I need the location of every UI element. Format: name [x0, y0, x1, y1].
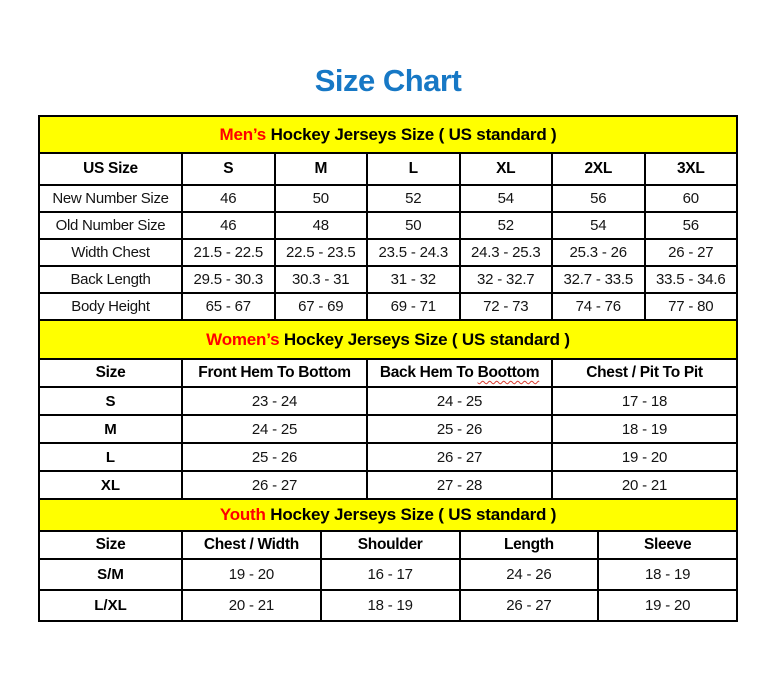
size-value: 21.5 - 22.5 [182, 239, 275, 266]
size-value: 24.3 - 25.3 [460, 239, 553, 266]
size-value: 19 - 20 [552, 443, 737, 471]
size-value: 52 [460, 212, 553, 239]
size-value: 52 [367, 185, 460, 212]
womens-row-l [39, 443, 737, 471]
mens-band-cell [39, 116, 737, 153]
size-value: 31 - 32 [367, 266, 460, 293]
youth-header-row [39, 531, 737, 559]
size-value: 33.5 - 34.6 [645, 266, 738, 293]
size-chart [38, 115, 738, 622]
size-value: 56 [645, 212, 738, 239]
size-value: 16 - 17 [321, 559, 460, 590]
size-value: 72 - 73 [460, 293, 553, 320]
size-value: 29.5 - 30.3 [182, 266, 275, 293]
size-value: 67 - 69 [275, 293, 368, 320]
row-label: Body Height [39, 293, 182, 320]
size-value: 69 - 71 [367, 293, 460, 320]
size-value: 26 - 27 [460, 590, 599, 621]
womens-row-s [39, 387, 737, 415]
mens-header-s: S [182, 153, 275, 185]
womens-header-front-hem: Front Hem To Bottom [182, 359, 367, 387]
size-value: 18 - 19 [552, 415, 737, 443]
row-label: L [39, 443, 182, 471]
row-label: XL [39, 471, 182, 499]
size-value: 17 - 18 [552, 387, 737, 415]
womens-band-cell [39, 320, 737, 359]
youth-header-size: Size [39, 531, 182, 559]
mens-header-xl: XL [460, 153, 553, 185]
mens-band-highlight: Men’s [219, 124, 267, 144]
row-label: S [39, 387, 182, 415]
womens-row-xl [39, 471, 737, 499]
size-value: 32 - 32.7 [460, 266, 553, 293]
womens-band-text: Hockey Jerseys Size ( US standard ) [283, 329, 570, 349]
mens-row-body-height [39, 293, 737, 320]
womens-header-chest: Chest / Pit To Pit [552, 359, 737, 387]
size-value: 19 - 20 [598, 590, 737, 621]
size-value: 60 [645, 185, 738, 212]
size-value: 77 - 80 [645, 293, 738, 320]
row-label: New Number Size [39, 185, 182, 212]
size-value: 23 - 24 [182, 387, 367, 415]
youth-row-sm [39, 559, 737, 590]
womens-size-table [38, 319, 738, 500]
row-label: L/XL [39, 590, 182, 621]
youth-header-sleeve: Sleeve [598, 531, 737, 559]
size-value: 48 [275, 212, 368, 239]
row-label: M [39, 415, 182, 443]
mens-header-l: L [367, 153, 460, 185]
womens-header-back-hem [367, 359, 552, 387]
size-value: 54 [460, 185, 553, 212]
size-value: 54 [552, 212, 645, 239]
womens-section-band [39, 320, 737, 359]
mens-band-text: Hockey Jerseys Size ( US standard ) [270, 124, 557, 144]
size-value: 56 [552, 185, 645, 212]
mens-header-2xl: 2XL [552, 153, 645, 185]
page-title: Size Chart [314, 63, 462, 98]
size-value: 50 [367, 212, 460, 239]
size-value: 24 - 26 [460, 559, 599, 590]
size-value: 50 [275, 185, 368, 212]
size-value: 20 - 21 [182, 590, 321, 621]
size-value: 23.5 - 24.3 [367, 239, 460, 266]
mens-header-us-size: US Size [39, 153, 182, 185]
size-value: 22.5 - 23.5 [275, 239, 368, 266]
misspelled-word: Boottom [477, 364, 540, 381]
size-value: 26 - 27 [182, 471, 367, 499]
size-value: 27 - 28 [367, 471, 552, 499]
size-value: 20 - 21 [552, 471, 737, 499]
row-label: Old Number Size [39, 212, 182, 239]
size-value: 46 [182, 185, 275, 212]
womens-header-size: Size [39, 359, 182, 387]
row-label: Back Length [39, 266, 182, 293]
mens-row-new-number [39, 185, 737, 212]
youth-section-band [39, 499, 737, 531]
size-value: 25 - 26 [182, 443, 367, 471]
mens-header-m: M [275, 153, 368, 185]
mens-row-back-length [39, 266, 737, 293]
size-value: 24 - 25 [182, 415, 367, 443]
size-value: 25.3 - 26 [552, 239, 645, 266]
youth-band-text: Hockey Jerseys Size ( US standard ) [270, 505, 557, 524]
youth-header-length: Length [460, 531, 599, 559]
size-value: 46 [182, 212, 275, 239]
size-value: 19 - 20 [182, 559, 321, 590]
womens-header-row [39, 359, 737, 387]
mens-header-3xl: 3XL [645, 153, 738, 185]
youth-band-highlight: Youth [219, 505, 266, 524]
womens-band-highlight: Women’s [206, 329, 280, 349]
size-value: 26 - 27 [367, 443, 552, 471]
size-value: 18 - 19 [598, 559, 737, 590]
size-value: 26 - 27 [645, 239, 738, 266]
size-value: 65 - 67 [182, 293, 275, 320]
row-label: S/M [39, 559, 182, 590]
youth-band-cell [39, 499, 737, 531]
size-value: 30.3 - 31 [275, 266, 368, 293]
mens-header-row [39, 153, 737, 185]
size-value: 24 - 25 [367, 387, 552, 415]
youth-header-shoulder: Shoulder [321, 531, 460, 559]
size-value: 18 - 19 [321, 590, 460, 621]
womens-row-m [39, 415, 737, 443]
youth-size-table [38, 498, 738, 622]
mens-section-band [39, 116, 737, 153]
row-label: Width Chest [39, 239, 182, 266]
back-hem-prefix: Back Hem To [379, 364, 478, 381]
size-value: 74 - 76 [552, 293, 645, 320]
mens-row-old-number [39, 212, 737, 239]
size-value: 32.7 - 33.5 [552, 266, 645, 293]
mens-size-table [38, 115, 738, 321]
youth-header-chest-width: Chest / Width [182, 531, 321, 559]
youth-row-lxl [39, 590, 737, 621]
size-value: 25 - 26 [367, 415, 552, 443]
mens-row-width-chest [39, 239, 737, 266]
